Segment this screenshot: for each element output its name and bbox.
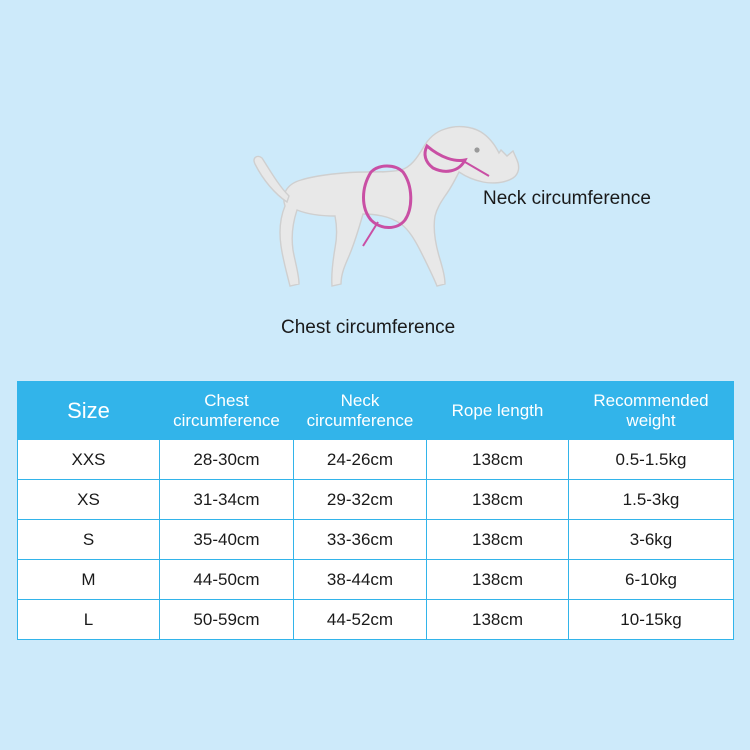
cell-size: XS [18,480,160,520]
cell-weight: 0.5-1.5kg [569,440,734,480]
table-row [18,520,734,560]
column-header-size [18,382,160,440]
table-row [18,600,734,640]
cell-rope: 138cm [427,520,569,560]
column-header-neck [294,382,427,440]
column-header-rope-line1: Rope length [451,400,544,420]
cell-chest: 28-30cm [160,440,294,480]
cell-size: XXS [18,440,160,480]
column-header-neck-line2: circumference [306,410,414,430]
cell-weight: 10-15kg [569,600,734,640]
cell-neck: 29-32cm [294,480,427,520]
cell-neck: 33-36cm [294,520,427,560]
table-header-row [18,382,734,440]
cell-neck: 24-26cm [294,440,427,480]
column-header-neck-line1: Neck [340,390,380,410]
column-header-weight [569,382,734,440]
cell-weight: 1.5-3kg [569,480,734,520]
column-header-weight-line2: weight [626,410,676,430]
column-header-chest [160,382,294,440]
cell-size: M [18,560,160,600]
neck-circumference-label: Neck circumference [483,188,651,209]
cell-size: L [18,600,160,640]
dog-silhouette-icon [245,110,535,310]
cell-size: S [18,520,160,560]
cell-neck: 38-44cm [294,560,427,600]
cell-chest: 44-50cm [160,560,294,600]
cell-chest: 50-59cm [160,600,294,640]
size-chart-table [17,381,734,640]
cell-chest: 31-34cm [160,480,294,520]
column-header-weight-line1: Recommended [593,390,709,410]
cell-rope: 138cm [427,600,569,640]
column-header-rope [427,382,569,440]
cell-weight: 3-6kg [569,520,734,560]
table-row [18,560,734,600]
cell-chest: 35-40cm [160,520,294,560]
table-row [18,440,734,480]
column-header-size-line1: Size [67,397,110,423]
chest-circumference-label: Chest circumference [281,317,456,338]
cell-weight: 6-10kg [569,560,734,600]
cell-neck: 44-52cm [294,600,427,640]
cell-rope: 138cm [427,560,569,600]
column-header-chest-line1: Chest [204,390,249,410]
column-header-chest-line2: circumference [173,410,280,430]
table-row [18,480,734,520]
cell-rope: 138cm [427,480,569,520]
cell-rope: 138cm [427,440,569,480]
